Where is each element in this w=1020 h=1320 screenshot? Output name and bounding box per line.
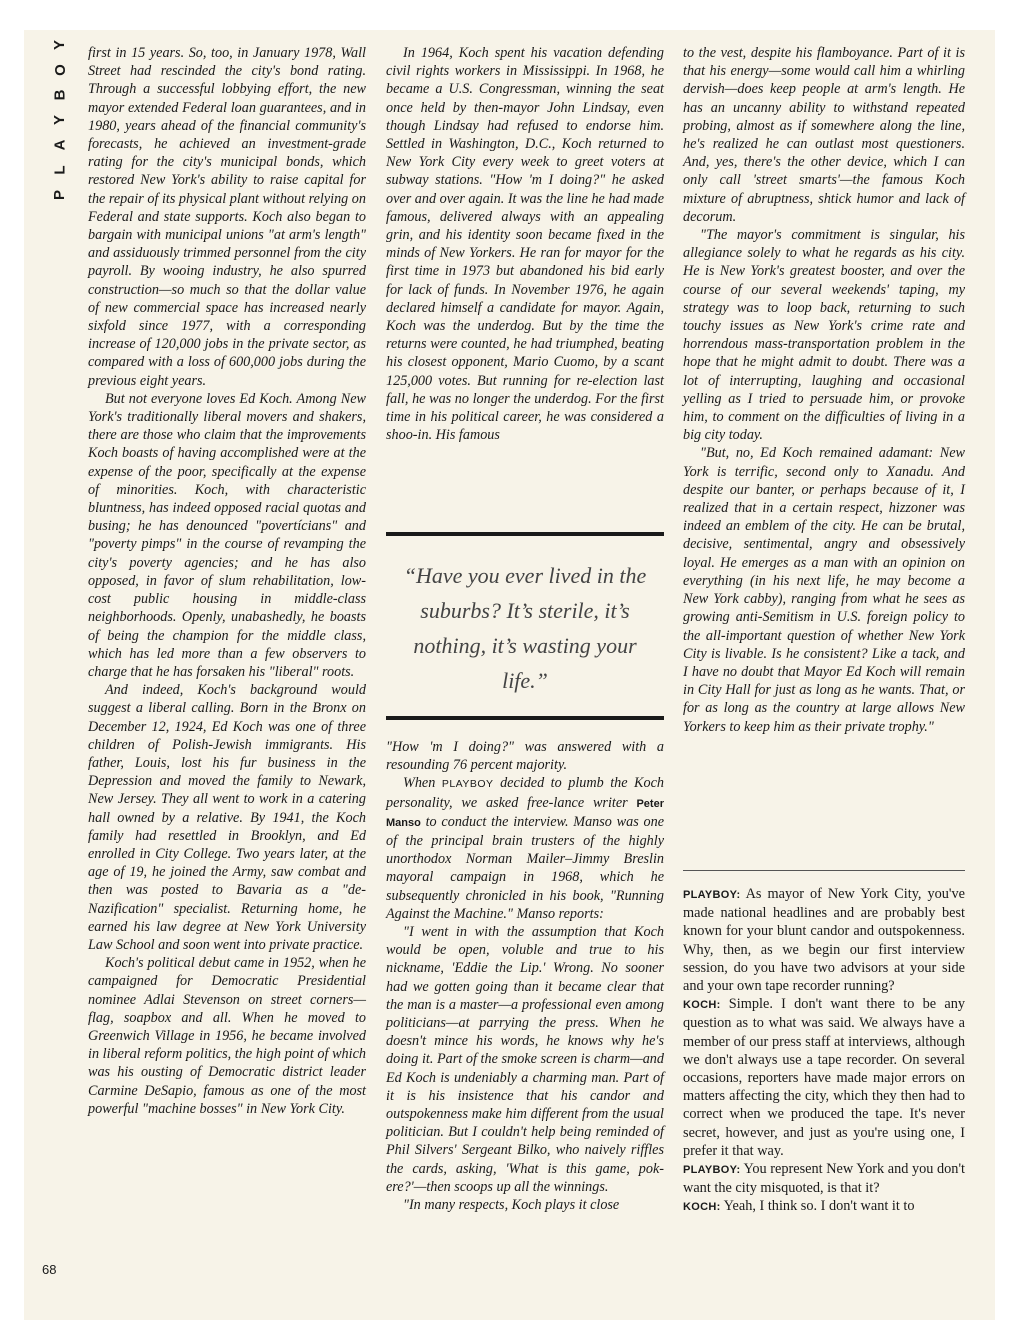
qa-text: As mayor of New York City, you've made national headlines and are probably best known for your blunt candor and outspokenness. Why, then, as we begin our first interview session, do you have two advisors at your side and your own tape recorder running? (683, 886, 965, 995)
paragraph: to the vest, despite his flamboyance. Part of it is that his energy—some would call him a whirling dervish—does keep people at arm's length. He has an uncanny ability to withstand repeated probing, almost as if somewhere along the line, he's realized he can outlast most questioners. And, yes, there's the other device, which I can only call 'street smarts'—the famous Koch mixture of abruptness, shtick humor and lack of decorum. (683, 45, 965, 225)
running-head-letter: Y (51, 113, 69, 126)
column-1 (88, 44, 366, 1118)
text-run: to conduct the interview. Manso was one of the principal brain trusters of the highly unorthodox Norman Mailer–Jimmy Breslin mayoral campaign in 1968, which he subsequently chronicled in his book, "Running Against the Machine." Manso reports: (386, 813, 664, 922)
writer-name: Peter Manso (386, 797, 664, 829)
qa-entry (683, 995, 965, 1160)
paragraph (386, 774, 664, 923)
interview-section (683, 870, 965, 1217)
paragraph: "In many respects, Koch plays it close (403, 1197, 620, 1214)
text-run: When (403, 775, 442, 792)
qa-entry (683, 1197, 965, 1216)
running-head-letter: A (51, 138, 69, 151)
qa-text: Simple. I don't want there to be any question as to what was said. We always have a member of our press staff at interviews, although we don't always use a tape recorder. On several occasions, reporters have made major errors on matters affecting the city, which they then had to correct when we produced the tape. It's never secret, however, and just as you're using one, I prefer it that way. (683, 996, 965, 1159)
paragraph: "How 'm I doing?" was answered with a resounding 76 percent majority. (386, 739, 664, 774)
speaker-label: KOCH: (683, 1201, 721, 1214)
running-head-letter: L (51, 164, 69, 175)
column-3-top (683, 44, 965, 736)
paragraph: "I went in with the assumption that Koch would be open, voluble and true to his nickname, 'Eddie the Lip.' Wrong. No sooner had we gotten going than it became clear that the man is a master—a professional even among politicians—at parrying the press. When he doesn't mince his words, he knows why he's doing it. Part of the smoke screen is charm—and Ed Koch is undeniably a charming man. Part of it is his insistence that his candor and outspokenness make him different from the usual politician. But I couldn't help being reminded of Phil Silvers' Sergeant Bilko, who naively riffles the cards, asking, 'What is this game, pok-ere?'—then scoops up all the winnings. (386, 924, 664, 1195)
playboy-smallcaps: PLAYBOY (441, 778, 494, 791)
speaker-label: PLAYBOY: (683, 889, 741, 901)
paragraph: "The mayor's commitment is singular, his allegiance solely to what he regards as his city. He is New York's greatest booster, and over the course of our several weekends' taping, my strategy was to loop back, returning to such touchy issues as New York's crime rate and horrendous mass-transportation problem in the hope that he might admit to doubt. There was a lot of interrupting, laughing and occasional yelling as I tried to persuade him, or provoke him, to comment on the difficulties of living in a big city today. (683, 227, 965, 444)
qa-entry (683, 885, 965, 995)
paragraph: But not everyone loves Ed Koch. Among New York's traditionally liberal movers and shakers, there are those who claim that the improvements Koch boasts of having accomplished were at the expense of the poor, specifically at the expense of minorities. Koch, with characteristic bluntness, has indeed opposed racial quotas and busing; he has denounced "povertícians" and "poverty pimps" in the course of revamping the city's poverty agencies; and he has also opposed, in favor of slum rehabilitation, low-cost public housing in middle-class neighborhoods. Openly, unabashedly, he boasts of being the champion for the middle class, which has led more than a few observers to charge that he has forsaken his "liberal" roots. (88, 390, 366, 680)
paragraph: In 1964, Koch spent his vacation defending civil rights workers in Mississippi. In 1968, he became a U.S. Congressman, winning the seat once held by then-mayor John Lindsay, even though Lindsay had refused to endorse him. Settled in Washington, D.C., Koch returned to New York City every week to greet voters at subway stations. "How 'm I doing?" he asked over and over again. It was the line he had made famous, delivered always with an appealing grin, and his identity soon became fixed in the minds of New Yorkers. He ran for mayor for the first time in 1973 but abandoned his bid early for lack of funds. In November 1976, he again declared himself a candidate for mayor. Again, Koch was the underdog. But by the time the returns were counted, he had triumphed, beating his closest opponent, Mario Cuomo, by a scant 125,000 votes. But running for re-election last fall, he was no longer the underdog. For the first time in his political career, he was considered a shoo-in. His famous (386, 45, 664, 444)
column-2-top (386, 44, 664, 444)
paragraph: "But, no, Ed Koch remained adamant: New York is terrific, second only to Xanadu. And despite our banter, or perhaps because of it, I realized that in a certain respect, hizzoner was indeed an emblem of the city. He can be brutal, decisive, sentimental, angry and obsessively loyal. He emerges as a man with an opinion on everything (in his next life, he may become a New York cabby), ranging from what he sees as growing anti-Semitism in U.S. foreign policy to the all-important question of whether New York City is livable. Is he consistent? Like a tack, and I have no doubt that Mayor Ed Koch will remain in City Hall for just as long as he wants. That, or for as long as the country at large allows New Yorkers to keep him as their private trophy." (683, 445, 965, 735)
column-2-bottom (386, 738, 664, 1214)
qa-text: Yeah, I think so. I don't want it to (720, 1198, 915, 1215)
paragraph: And indeed, Koch's background would suggest a liberal calling. Born in the Bronx on December 12, 1924, Ed Koch was one of three children of Polish-Jewish immigrants. His father, Louis, lost his fur business in the Depression and moved the family to Newark, New Jersey. They all went to work in a catering hall owned by a relative. By 1941, the Koch family had resettled in Brooklyn, and Ed enrolled in City College. Two years later, at the age of 19, he joined the Army, saw combat and then was posted to Bavaria as a "de-Nazification" specialist. Returning home, he earned his law degree at New York University Law School and soon went into private practice. (88, 682, 366, 953)
speaker-label: KOCH: (683, 999, 721, 1012)
qa-text: You represent New York and you don't want the city misquoted, is that it? (683, 1161, 965, 1197)
speaker-label: PLAYBOY: (683, 1164, 741, 1177)
paragraph: first in 15 years. So, too, in January 1978, Wall Street had rescinded the city's bond rating. Through a successful lobbying effort, the new mayor extended Federal loan guarantees, and in 1980, years ahead of the financial community's forecasts, he achieved an investment-grade rating for the city's municipal bonds, which restored New York's ability to raise capital for the repair of its physical plant without relying on Federal and state supports. Koch also began to bargain with municipal unions "at arm's length" and assiduously trimmed personnel from the city payroll. By wooing industry, he also spurred construction—so much so that the dollar value of new commercial space has increased nearly sixfold since 1977, with a corresponding increase of 120,000 jobs in the private sector, as compared with a loss of 600,000 jobs during the previous eight years. (88, 45, 366, 389)
page-number: 68 (42, 1262, 57, 1277)
pull-quote: “Have you ever lived in the suburbs? It’s sterile, it’s nothing, it’s wasting your life.” (386, 532, 664, 720)
qa-entry (683, 1160, 965, 1197)
running-head (48, 36, 72, 203)
running-head-letter: P (51, 188, 69, 201)
text-run: decided to plumb the Koch personality, we asked free-lance writer (386, 775, 664, 811)
paragraph: Koch's political debut came in 1952, when he campaigned for Democratic Presidential nominee Adlai Stevenson on street corners—flag, soapbox and all. When he moved to Greenwich Village in 1956, he became involved in liberal reform politics, the high point of which was his ousting of Democratic district leader Carmine DeSapio, famous as one of the most powerful "machine bosses" in New York City. (88, 955, 366, 1117)
running-head-letter: O (51, 63, 69, 76)
running-head-letter: B (51, 88, 69, 101)
running-head-letter: Y (51, 38, 69, 51)
